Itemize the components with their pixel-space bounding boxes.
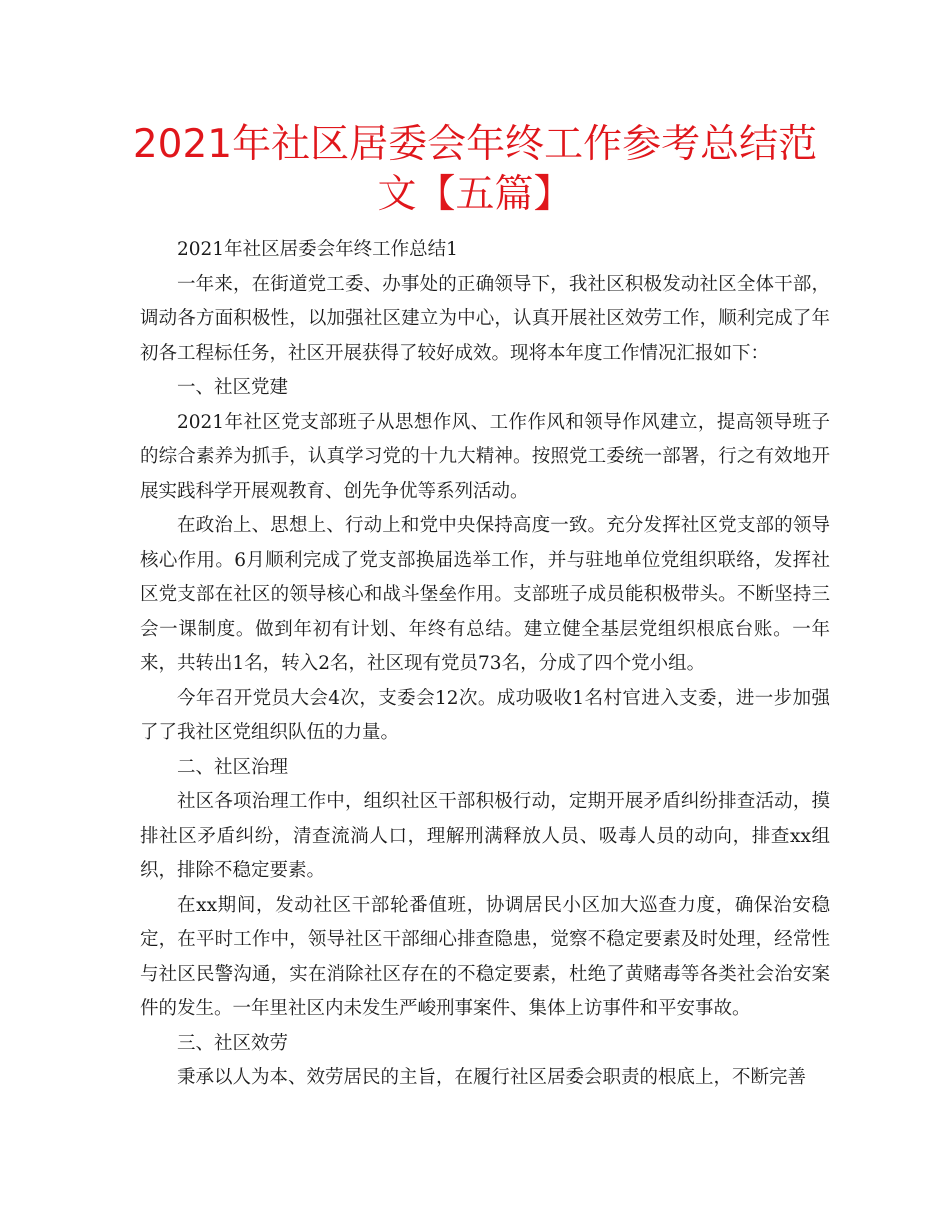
section-heading-party-building: 一、社区党建 [177,377,289,398]
section-subtitle: 2021年社区居委会年终工作总结1 [177,239,458,260]
body-paragraph: 2021年社区党支部班子从思想作风、工作作风和领导作风建立，提高领导班子的综合素养为抓手，认真学习党的十九大精神。按照党工委统一部署，行之有效地开展实践科学开展观教育、创先争优等系列活动。 [140,411,830,502]
body-paragraph: 社区各项治理工作中，组织社区干部积极行动，定期开展矛盾纠纷排查活动，摸排社区矛盾纠纷，清查流淌人口，理解刑满释放人员、吸毒人员的动向，排查xx组织，排除不稳定要素。 [140,791,830,881]
body-paragraph: 在xx期间，发动社区干部轮番值班，协调居民小区加大巡查力度，确保治安稳定，在平时工作中，领导社区干部细心排查隐患，觉察不稳定要素及时处理，经常性与社区民警沟通，实在消除社区存在的不稳定要素，杜绝了黄赌毒等各类社会治安案件的发生。一年里社区内未发生严峻刑事案件、集体上访事件和平安事故。 [140,894,830,1019]
document-body [140,233,830,1096]
body-paragraph: 今年召开党员大会4次，支委会12次。成功吸收1名村官进入支委，进一步加强了了我社区党组织队伍的力量。 [140,687,830,743]
body-paragraph: 在政治上、思想上、行动上和党中央保持高度一致。充分发挥社区党支部的领导核心作用。6月顺利完成了党支部换届选举工作，并与驻地单位党组织联络，发挥社区党支部在社区的领导核心和战斗堡垒作用。支部班子成员能积极带头。不断坚持三会一课制度。做到年初有计划、年终有总结。建立健全基层党组织根底台账。一年来，共转出1名，转入2名，社区现有党员73名，分成了四个党小组。 [140,515,830,674]
document-title: 2021年社区居委会年终工作参考总结范文【五篇】 [132,122,818,217]
section-heading-governance: 二、社区治理 [177,756,289,778]
body-paragraph: 一年来，在街道党工委、办事处的正确领导下，我社区积极发动社区全体干部，调动各方面积极性，以加强社区建立为中心，认真开展社区效劳工作，顺利完成了年初各工程标任务，社区开展获得了较好成效。现将本年度工作情况汇报如下： [140,273,830,364]
section-heading-services: 三、社区效劳 [177,1032,289,1054]
body-paragraph: 秉承以人为本、效劳居民的主旨，在履行社区居委会职责的根底上，不断完善 [177,1067,807,1088]
